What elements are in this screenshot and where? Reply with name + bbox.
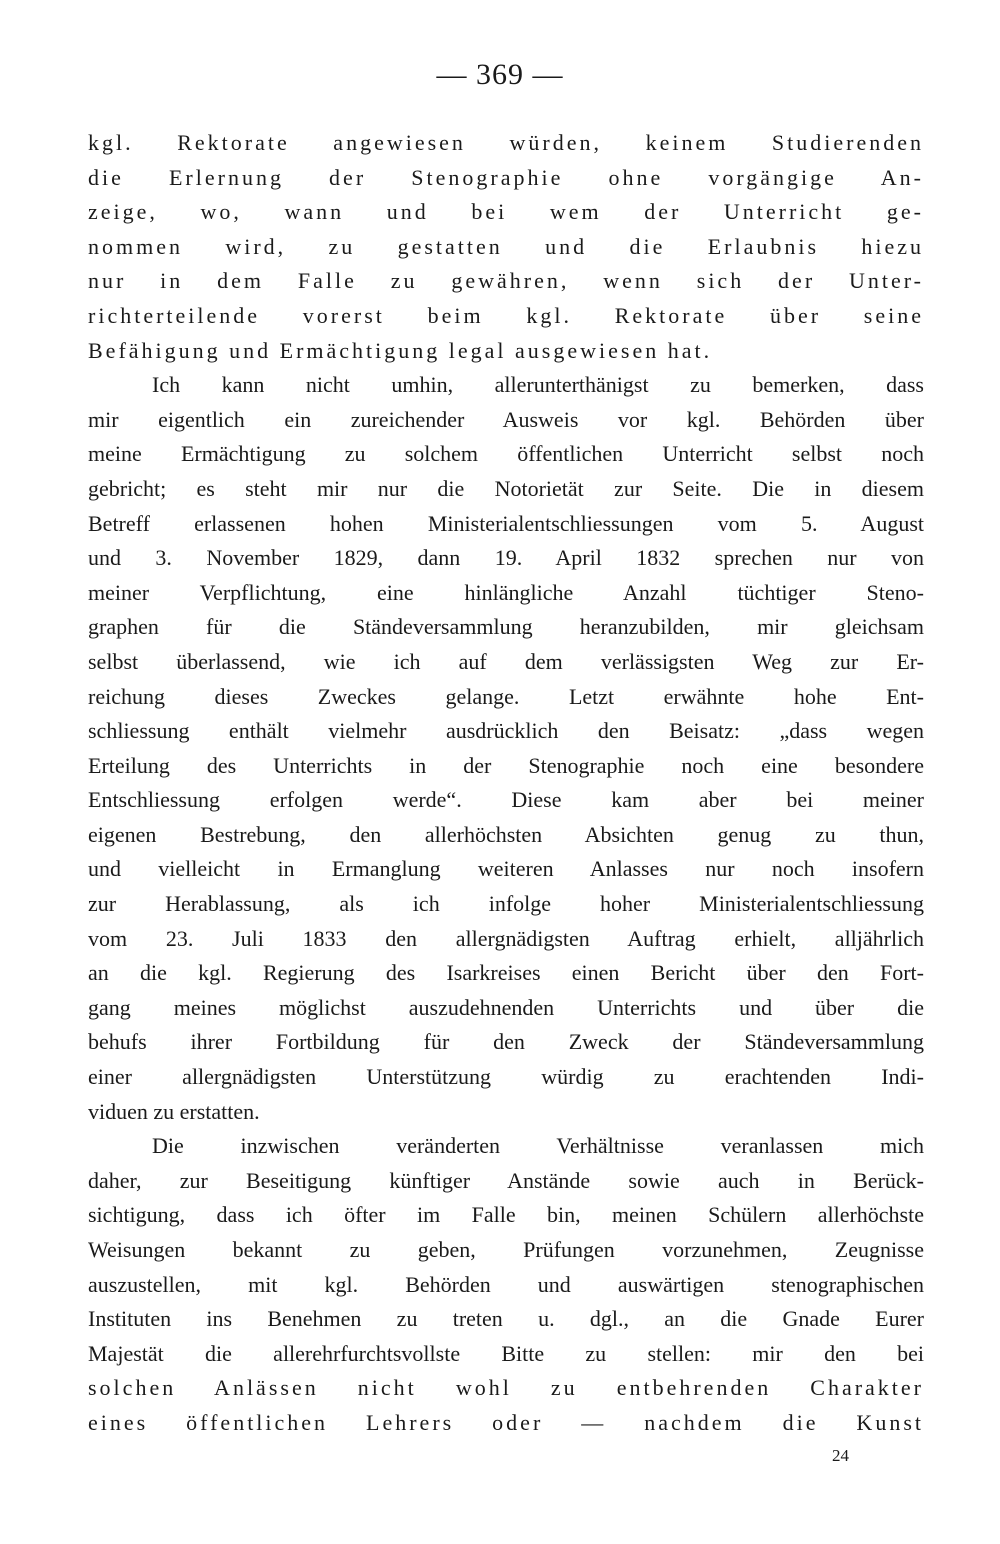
text-line: nur in dem Falle zu gewähren, wenn sich der Unter- [88,268,924,294]
text-line: Weisungen bekannt zu geben, Prüfungen vorzunehmen, Zeugnisse [88,1237,924,1262]
text-line: graphen für die Ständeversammlung heranzubilden, mir gleichsam [88,614,924,640]
text-line: und vielleicht in Ermanglung weiteren Anlasses nur noch insofern [88,856,924,882]
text-line: Erteilung des Unterrichts in der Stenographie noch eine besondere [88,752,924,778]
text-line: sichtigung, dass ich öfter im Falle bin, meinen Schülern allerhöchste [88,1202,924,1228]
text-line: auszustellen, mit kgl. Behörden und auswärtigen stenographischen [88,1271,924,1297]
text-line: Betreff erlassenen hohen Ministerialentschliessungen vom 5. August [88,510,924,536]
text-line: meiner Verpflichtung, eine hinlängliche Anzahl tüchtiger Steno- [88,579,924,605]
text-line: gang meines möglichst auszudehnenden Unterrichts und über die [88,994,924,1020]
text-line: daher, zur Beseitigung künftiger Anstände sowie auch in Berück- [88,1167,924,1193]
text-line: eigenen Bestrebung, den allerhöchsten Absichten genug zu thun, [88,821,924,847]
text-line: Die inzwischen veränderten Verhältnisse veranlassen mich [152,1133,924,1159]
text-line: behufs ihrer Fortbildung für den Zweck der Ständeversammlung [88,1029,924,1055]
text-line: vom 23. Juli 1833 den allergnädigsten Auftrag erhielt, alljährlich [88,925,924,951]
text-line: selbst überlassend, wie ich auf dem verlässigsten Weg zur Er- [88,648,924,674]
page-number: — 369 — [436,58,564,91]
text-line: mir eigentlich ein zureichender Ausweis vor kgl. Behörden über [88,406,924,432]
text-line: gebricht; es steht mir nur die Notorietät zur Seite. Die in diesem [88,475,924,501]
text-line: einer allergnädigsten Unterstützung würdig zu erachtenden Indi- [88,1064,924,1090]
text-line: nommen wird, zu gestatten und die Erlaubnis hiezu [88,233,924,259]
text-line: meine Ermächtigung zu solchem öffentlichen Unterricht selbst noch [88,441,924,467]
text-line: Majestät die allerehrfurchtsvollste Bitte zu stellen: mir den bei [88,1340,924,1366]
text-line: Instituten ins Benehmen zu treten u. dgl., an die Gnade Eurer [88,1306,924,1332]
body-text [88,126,924,1441]
text-line: Ich kann nicht umhin, allerunterthänigst zu bemerken, dass [152,372,924,398]
text-line: schliessung enthält vielmehr ausdrücklich den Beisatz: „dass wegen [88,718,924,744]
text-line: die Erlernung der Stenographie ohne vorgängige An- [88,164,924,190]
signature-mark: 24 [832,1446,849,1465]
text-line: kgl. Rektorate angewiesen würden, keinem Studierenden [88,130,924,155]
text-line: solchen Anlässen nicht wohl zu entbehrenden Charakter [88,1375,924,1401]
text-line: richterteilende vorerst beim kgl. Rektorate über seine [88,302,924,328]
text-line: zur Herablassung, als ich infolge hoher Ministerialentschliessung [88,891,924,917]
text-line: zeige, wo, wann und bei wem der Unterricht ge- [88,199,924,225]
text-line: und 3. November 1829, dann 19. April 1832 sprechen nur von [88,545,924,571]
text-line: eines öffentlichen Lehrers oder — nachdem die Kunst [88,1409,924,1435]
text-line: Befähigung und Ermächtigung legal ausgewiesen hat. [88,337,713,363]
text-line: viduen zu erstatten. [88,1098,260,1124]
text-line: reichung dieses Zweckes gelange. Letzt erwähnte hohe Ent- [88,683,924,709]
text-line: Entschliessung erfolgen werde“. Diese kam aber bei meiner [88,787,924,813]
text-line: an die kgl. Regierung des Isarkreises einen Bericht über den Fort- [88,960,924,986]
